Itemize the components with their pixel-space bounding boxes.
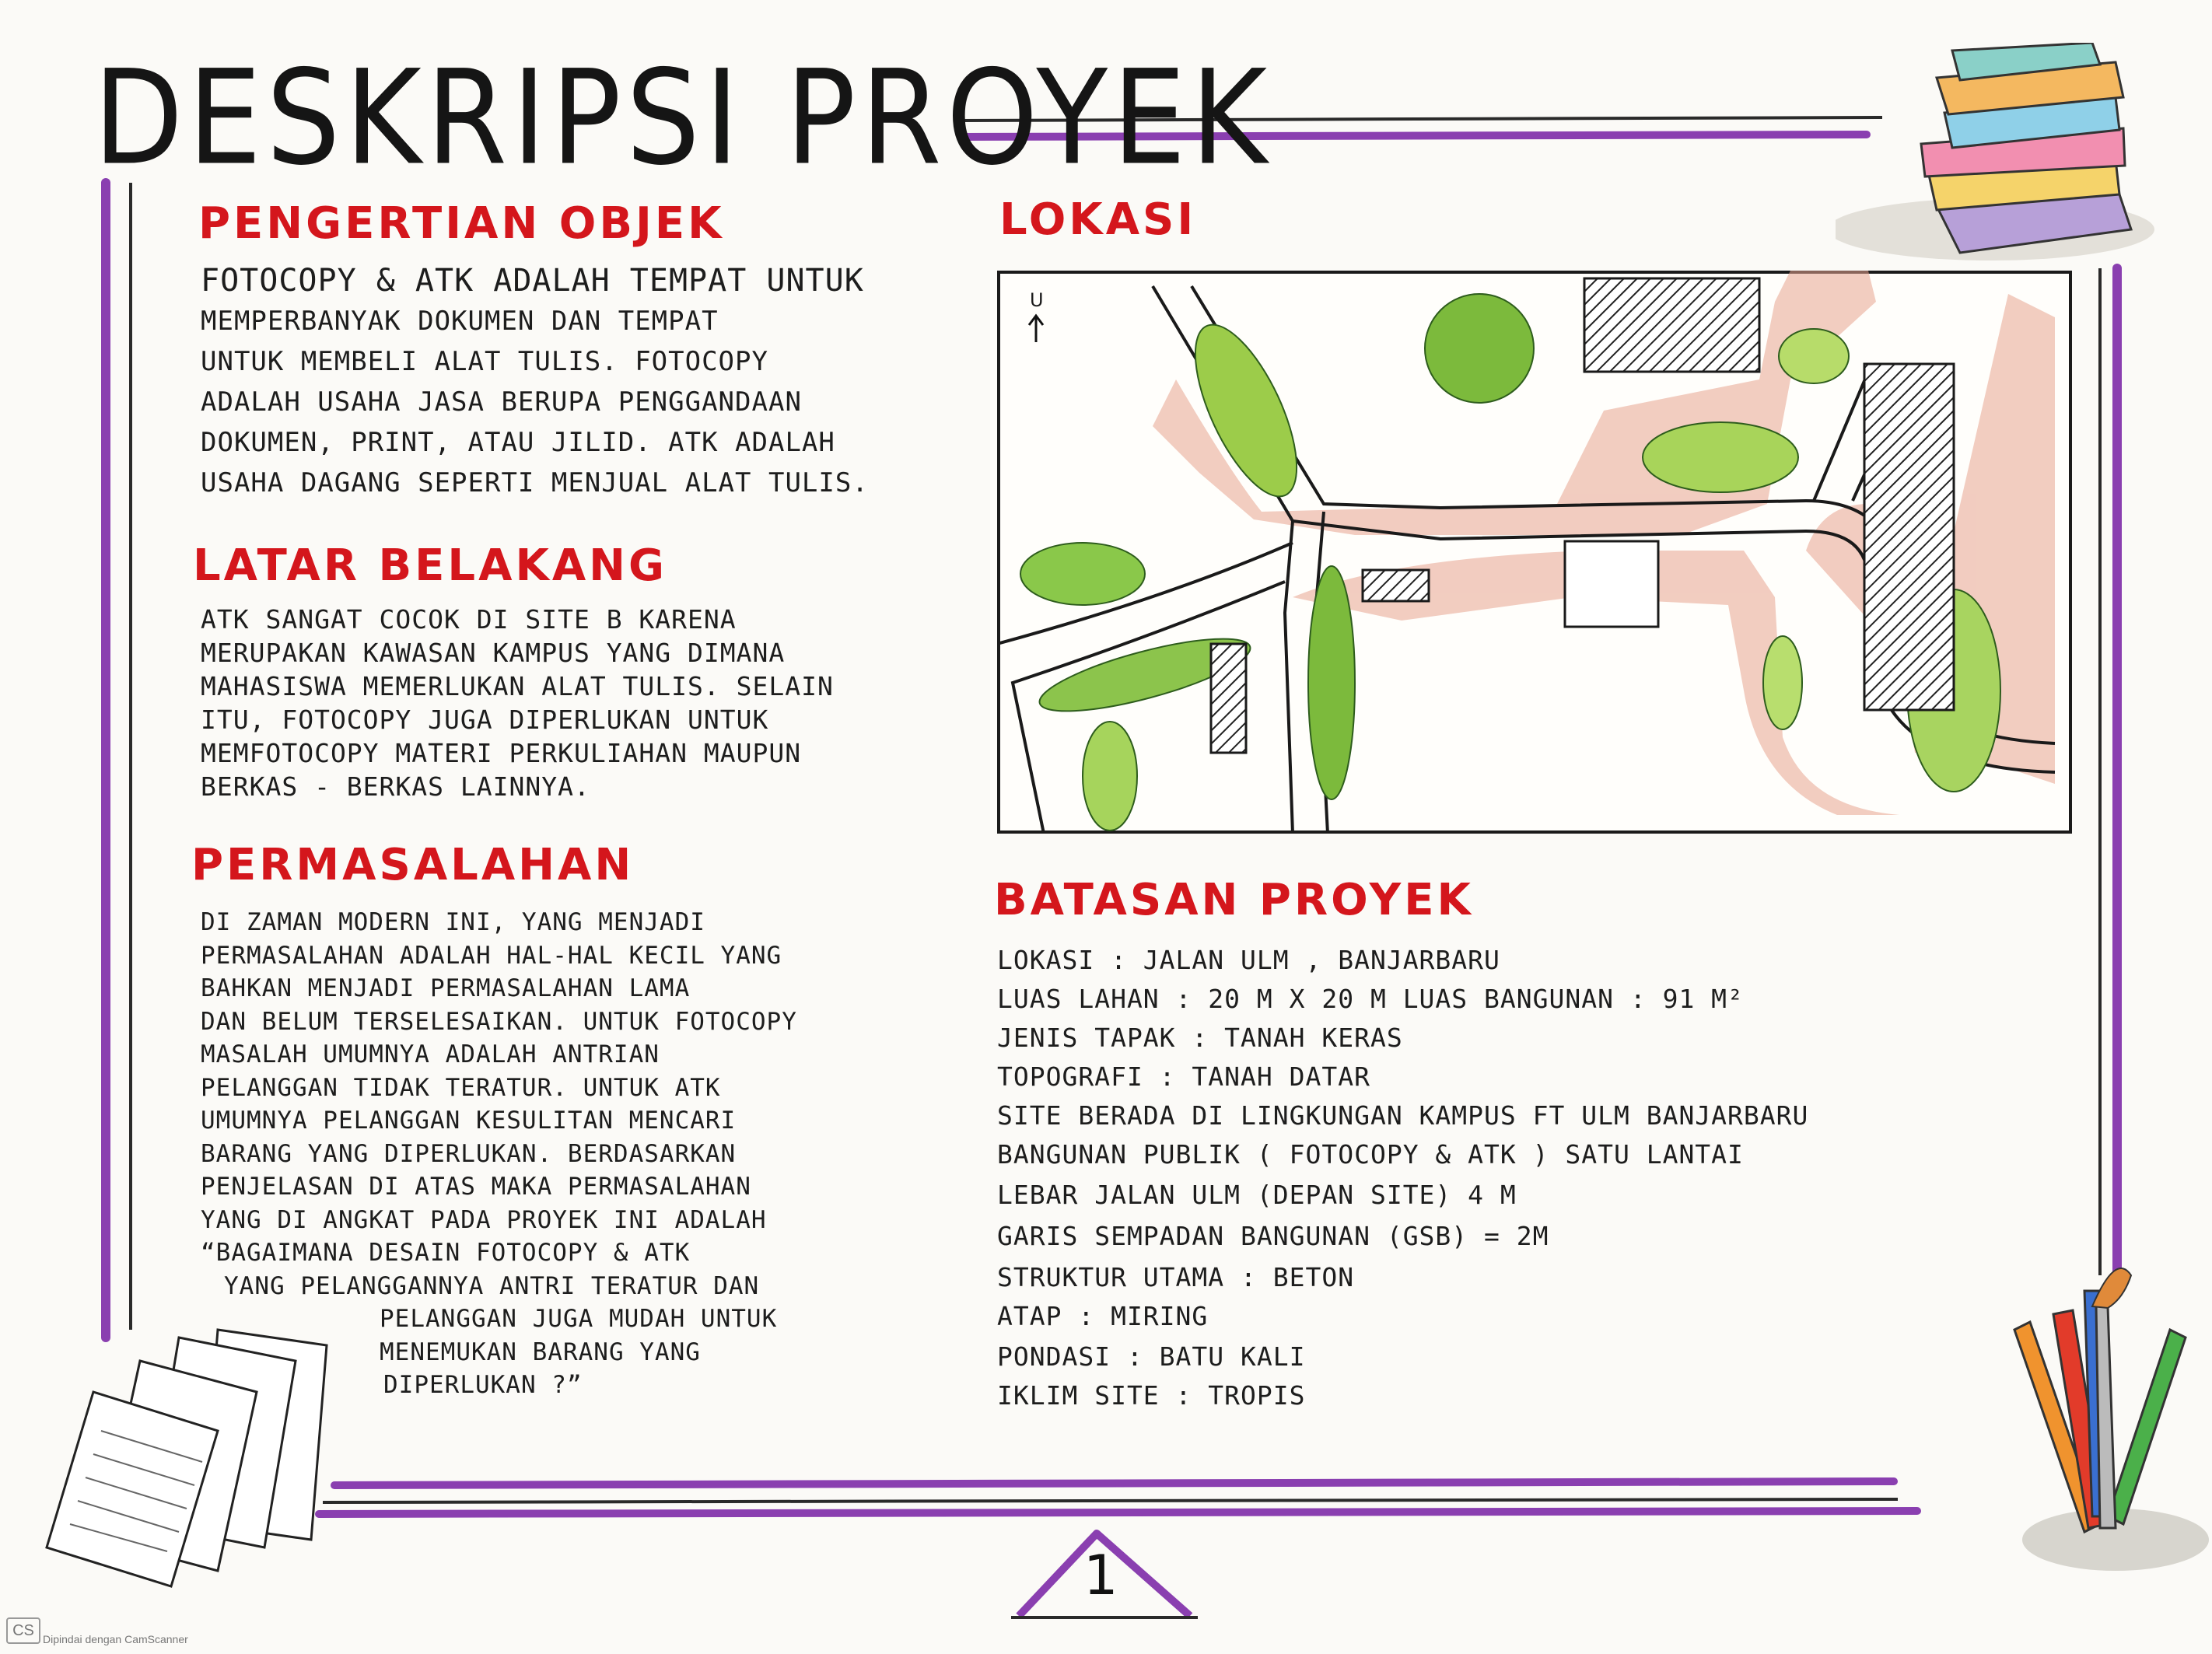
site-map bbox=[997, 271, 2072, 834]
north-arrow-icon bbox=[1027, 313, 1045, 344]
heading-batasan-proyek: BATASAN PROYEK bbox=[994, 875, 1474, 925]
books-stack-illustration bbox=[1836, 43, 2178, 268]
spec-topografi: TOPOGRAFI : TANAH DATAR bbox=[997, 1061, 1370, 1092]
text-line: YANG PELANGGANNYA ANTRI TERATUR DAN bbox=[224, 1271, 760, 1300]
pencils-illustration bbox=[1999, 1260, 2209, 1586]
spec-atap: ATAP : MIRING bbox=[997, 1301, 1209, 1331]
text-line: MEMPERBANYAK DOKUMEN DAN TEMPAT bbox=[201, 306, 719, 337]
text-line: MEMFOTOCOPY MATERI PERKULIAHAN MAUPUN bbox=[201, 738, 802, 768]
text-line: ATK SANGAT COCOK DI SITE B KARENA bbox=[201, 604, 737, 635]
north-label: U bbox=[1030, 289, 1044, 311]
text-line: YANG DI ANGKAT PADA PROYEK INI ADALAH bbox=[201, 1205, 767, 1234]
spec-pondasi: PONDASI : BATU KALI bbox=[997, 1341, 1306, 1372]
text-line: “BAGAIMANA DESAIN FOTOCOPY & ATK bbox=[201, 1239, 691, 1267]
page-title: DESKRIPSI PROYEK bbox=[93, 43, 1272, 194]
text-line: UMUMNYA PELANGGAN KESULITAN MENCARI bbox=[201, 1107, 737, 1135]
text-line: ITU, FOTOCOPY JUGA DIPERLUKAN UNTUK bbox=[201, 705, 769, 735]
text-line: ADALAH USAHA JASA BERUPA PENGGANDAAN bbox=[201, 386, 802, 418]
text-line: MENEMUKAN BARANG YANG bbox=[380, 1338, 701, 1366]
scanner-badge bbox=[6, 1617, 40, 1644]
text-line: PELANGGAN JUGA MUDAH UNTUK bbox=[380, 1305, 778, 1333]
spec-struktur: STRUKTUR UTAMA : BETON bbox=[997, 1262, 1355, 1292]
text-line: FOTOCOPY & ATK ADALAH TEMPAT UNTUK bbox=[201, 263, 864, 299]
text-line: BARANG YANG DIPERLUKAN. BERDASARKAN bbox=[201, 1139, 737, 1168]
bottom-border-line-2 bbox=[323, 1499, 1898, 1502]
text-line: DI ZAMAN MODERN INI, YANG MENJADI bbox=[201, 908, 705, 936]
text-line: BAHKAN MENJADI PERMASALAHAN LAMA bbox=[201, 974, 691, 1002]
heading-pengertian: PENGERTIAN OBJEK bbox=[198, 198, 725, 249]
heading-lokasi: LOKASI bbox=[999, 194, 1197, 245]
text-line: PERMASALAHAN ADALAH HAL-HAL KECIL YANG bbox=[201, 941, 782, 970]
spec-lebar-jalan: LEBAR JALAN ULM (DEPAN SITE) 4 M bbox=[997, 1180, 1517, 1210]
spec-site: SITE BERADA DI LINGKUNGAN KAMPUS FT ULM BANJARBARU bbox=[997, 1100, 1809, 1131]
text-line: PELANGGAN TIDAK TERATUR. UNTUK ATK bbox=[201, 1073, 721, 1102]
heading-latar-belakang: LATAR BELAKANG bbox=[193, 540, 668, 591]
bottom-border-line-3 bbox=[319, 1511, 1917, 1514]
text-line: MASALAH UMUMNYA ADALAH ANTRIAN bbox=[201, 1040, 660, 1068]
text-line: PENJELASAN DI ATAS MAKA PERMASALAHAN bbox=[201, 1173, 751, 1201]
spec-jenis-tapak: JENIS TAPAK : TANAH KERAS bbox=[997, 1023, 1403, 1053]
spec-lokasi: LOKASI : JALAN ULM , BANJARBARU bbox=[997, 945, 1500, 975]
text-line: DIPERLUKAN ?” bbox=[383, 1371, 583, 1399]
text-line: UNTUK MEMBELI ALAT TULIS. FOTOCOPY bbox=[201, 346, 768, 377]
page-number: 1 bbox=[1083, 1544, 1118, 1607]
text-line: DAN BELUM TERSELESAIKAN. UNTUK FOTOCOPY bbox=[201, 1007, 797, 1036]
latar-text bbox=[201, 603, 834, 803]
text-line: MAHASISWA MEMERLUKAN ALAT TULIS. SELAIN bbox=[201, 671, 834, 701]
text-line: MERUPAKAN KAWASAN KAMPUS YANG DIMANA bbox=[201, 638, 786, 668]
spec-gsb: GARIS SEMPADAN BANGUNAN (GSB) = 2M bbox=[997, 1221, 1549, 1251]
text-line: USAHA DAGANG SEPERTI MENJUAL ALAT TULIS. bbox=[201, 467, 869, 498]
spec-bangunan: BANGUNAN PUBLIK ( FOTOCOPY & ATK ) SATU LANTAI bbox=[997, 1139, 1744, 1170]
paper-sheets-illustration bbox=[31, 1314, 342, 1594]
text-line: BERKAS - BERKAS LAINNYA. bbox=[201, 771, 590, 802]
spec-iklim: IKLIM SITE : TROPIS bbox=[997, 1380, 1306, 1411]
bottom-border-line-1 bbox=[334, 1481, 1894, 1485]
heading-permasalahan: PERMASALAHAN bbox=[191, 840, 635, 890]
spec-luas: LUAS LAHAN : 20 M X 20 M LUAS BANGUNAN : 91 M² bbox=[997, 984, 1744, 1014]
scanner-badge-label: CS bbox=[12, 1622, 34, 1639]
pengertian-text bbox=[201, 261, 869, 503]
batasan-list bbox=[997, 945, 2047, 1427]
scanner-note: Dipindai dengan CamScanner bbox=[43, 1633, 188, 1645]
site-plot bbox=[1565, 541, 1658, 627]
text-line: DOKUMEN, PRINT, ATAU JILID. ATK ADALAH bbox=[201, 427, 835, 458]
